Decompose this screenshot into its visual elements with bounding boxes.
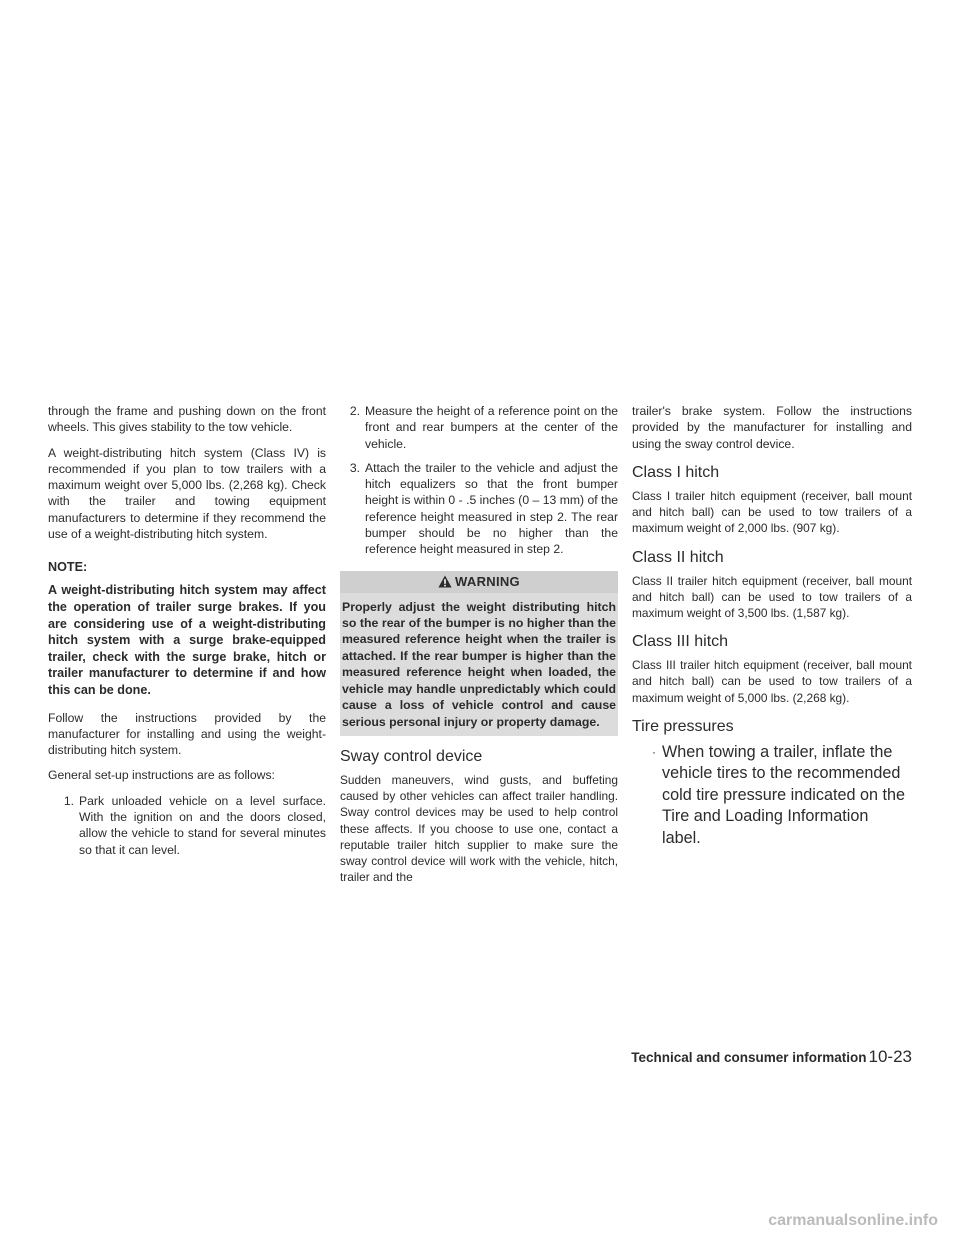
column-left bbox=[48, 403, 326, 866]
footer-section-title: Technical and consumer information bbox=[631, 1050, 867, 1065]
paragraph-class-iv: A weight-distributing hitch system (Class IV) is recommended if you plan to tow trailers with a maximum weight over 5,000 lbs. (2,268 kg). Check with the trailer and towing equipment manufacturers to determine if they recommend the use of a weight-distributing hitch system. bbox=[48, 445, 326, 542]
paragraph-class-ii: Class II trailer hitch equipment (receiver, ball mount and hitch ball) can be used to tow trailers of a maximum weight of 3,500 lbs. (1,587 kg). bbox=[632, 573, 912, 620]
list-item bbox=[340, 403, 618, 452]
watermark: carmanualsonline.info bbox=[768, 1212, 938, 1229]
bullet-mark: · bbox=[652, 744, 656, 759]
heading-class-ii: Class II hitch bbox=[632, 548, 724, 566]
heading-class-iii: Class III hitch bbox=[632, 633, 729, 651]
warning-box bbox=[340, 571, 618, 736]
list-item bbox=[340, 460, 618, 558]
column-right bbox=[632, 403, 912, 849]
page-number: 10-23 bbox=[868, 1047, 912, 1066]
warning-triangle-icon bbox=[438, 575, 452, 588]
column-middle bbox=[340, 403, 618, 894]
setup-steps-list-continued bbox=[340, 403, 618, 558]
paragraph-setup-intro: General set-up instructions are as follows: bbox=[48, 768, 275, 783]
step-number: 3. bbox=[349, 460, 360, 475]
step-text: Attach the trailer to the vehicle and adjust the hitch equalizers so that the front bumper height is within 0 - .5 inches (0 – 13 mm) of the reference height measured in step 2. The rear bumper should be no higher than the reference height measured in step 2. bbox=[365, 460, 618, 557]
note-body: A weight-distributing hitch system may affect the operation of trailer surge brakes. If you are considering use of a weight-distributing hitch system with a surge brake-equipped trailer, check with the surge brake, hitch or trailer manufacturer to determine if and how this can be done. bbox=[48, 583, 326, 697]
paragraph-follow-instructions: Follow the instructions provided by the manufacturer for installing and using the weight-distributing hitch system. bbox=[48, 710, 326, 758]
step-number: 2. bbox=[349, 404, 360, 418]
warning-title: WARNING bbox=[455, 574, 520, 590]
note-label: NOTE: bbox=[48, 560, 88, 575]
list-item bbox=[632, 742, 912, 850]
warning-header bbox=[340, 571, 618, 593]
setup-steps-list bbox=[48, 793, 326, 858]
list-item bbox=[57, 793, 326, 858]
step-number: 1. bbox=[63, 793, 74, 808]
paragraph-trailer-brake: trailer's brake system. Follow the instructions provided by the manufacturer for installing and using the sway control device. bbox=[632, 404, 912, 451]
heading-sway-control: Sway control device bbox=[340, 747, 483, 765]
heading-tire-pressures: Tire pressures bbox=[632, 717, 734, 735]
paragraph-sway-control: Sudden maneuvers, wind gusts, and buffeting caused by other vehicles can affect trailer handling. Sway control devices may be used to help control these affects. If you choose to use one, contact a reputable trailer hitch supplier to make sure the sway control device will work with the vehicle, hitch, trailer and the bbox=[340, 772, 618, 885]
paragraph-frame-wheels: through the frame and pushing down on the front wheels. This gives stability to the tow vehicle. bbox=[48, 404, 326, 435]
bullet-text: When towing a trailer, inflate the vehicle tires to the recommended cold tire pressure indicated on the Tire and Loading Information label. bbox=[662, 742, 905, 847]
page-footer bbox=[631, 1047, 912, 1067]
step-text: Park unloaded vehicle on a level surface. With the ignition on and the doors closed, allow the vehicle to stand for several minutes so that it can level. bbox=[79, 793, 326, 857]
warning-body: Properly adjust the weight distributing hitch so the rear of the bumper is no higher than the measured reference height when the trailer is attached. If the rear bumper is higher than the measured reference height when loaded, the vehicle may handle unpredictably which could cause a loss of vehicle control and cause serious personal injury or property damage. bbox=[342, 599, 616, 729]
step-text: Measure the height of a reference point on the front and rear bumpers at the center of the vehicle. bbox=[365, 404, 618, 451]
paragraph-class-i: Class I trailer hitch equipment (receiver, ball mount and hitch ball) can be used to tow trailers of a maximum weight of 2,000 lbs. (907 kg). bbox=[632, 488, 912, 536]
heading-class-i: Class I hitch bbox=[632, 463, 720, 481]
paragraph-class-iii: Class III trailer hitch equipment (receiver, ball mount and hitch ball) can be used to tow trailers of a maximum weight of 5,000 lbs. (2,268 kg). bbox=[632, 658, 912, 705]
